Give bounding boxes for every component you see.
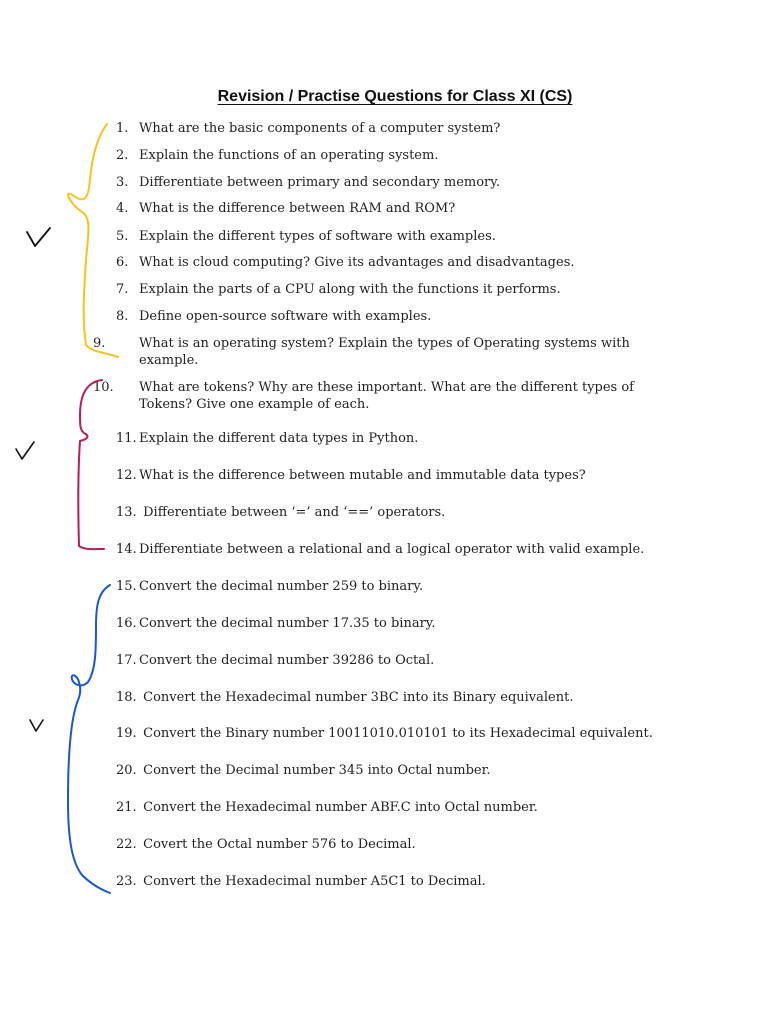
question-item	[116, 799, 656, 816]
question-item	[116, 254, 656, 271]
question-text: What are the basic components of a computer system?	[139, 121, 501, 136]
question-number: 10.	[93, 380, 114, 395]
question-text: Differentiate between primary and secondary memory.	[139, 175, 501, 190]
question-text: Convert the decimal number 39286 to Octal.	[139, 653, 435, 668]
question-item	[116, 689, 656, 706]
question-item	[93, 335, 659, 369]
yellow-bracket	[68, 124, 118, 357]
question-text: Explain the functions of an operating system.	[139, 148, 439, 163]
check-mark-icon	[27, 228, 50, 246]
question-item	[116, 147, 656, 164]
question-number: 8.	[116, 309, 129, 324]
check-mark-icon	[30, 720, 43, 731]
question-text: Differentiate between a relational and a logical operator with valid example.	[139, 542, 645, 557]
question-item	[116, 725, 656, 742]
question-text: Explain the different types of software with examples.	[139, 229, 496, 244]
question-item	[116, 652, 656, 669]
question-number: 5.	[116, 229, 129, 244]
question-number: 17.	[116, 653, 137, 668]
question-text: Differentiate between ‘=’ and ‘==’ operators.	[139, 505, 446, 520]
question-text: What is an operating system? Explain the types of Operating systems with example.	[139, 336, 630, 368]
question-item	[116, 467, 656, 484]
check-mark-icon	[16, 442, 34, 459]
question-number: 15.	[116, 579, 137, 594]
question-text: What is cloud computing? Give its advantages and disadvantages.	[139, 255, 575, 270]
question-number: 22.	[116, 837, 137, 852]
question-number: 13.	[116, 505, 137, 520]
magenta-bracket	[78, 380, 104, 549]
question-number: 4.	[116, 201, 129, 216]
question-number: 14.	[116, 542, 137, 557]
question-number: 3.	[116, 175, 129, 190]
question-item	[116, 430, 656, 447]
question-item	[116, 281, 656, 298]
question-number: 1.	[116, 121, 129, 136]
question-item	[93, 379, 664, 413]
question-text: Convert the Hexadecimal number A5C1 to Decimal.	[139, 874, 486, 889]
question-text: Convert the Hexadecimal number ABF.C into Octal number.	[139, 800, 538, 815]
question-item	[116, 541, 656, 558]
question-number: 21.	[116, 800, 137, 815]
question-text: What is the difference between mutable and immutable data types?	[139, 468, 586, 483]
question-number: 7.	[116, 282, 129, 297]
question-item	[116, 578, 656, 595]
blue-bracket	[68, 585, 110, 893]
question-item	[116, 836, 656, 853]
question-text: Convert the Binary number 10011010.010101 to its Hexadecimal equivalent.	[139, 726, 653, 741]
question-text: Convert the Decimal number 345 into Octal number.	[139, 763, 491, 778]
question-text: Covert the Octal number 576 to Decimal.	[139, 837, 416, 852]
question-text: Convert the decimal number 17.35 to binary.	[139, 616, 436, 631]
question-number: 6.	[116, 255, 129, 270]
question-number: 11.	[116, 431, 137, 446]
question-text: Explain the parts of a CPU along with the functions it performs.	[139, 282, 561, 297]
question-number: 2.	[116, 148, 129, 163]
question-number: 19.	[116, 726, 137, 741]
question-item	[116, 762, 656, 779]
question-text: What is the difference between RAM and ROM?	[139, 201, 456, 216]
question-number: 16.	[116, 616, 137, 631]
question-number: 9.	[93, 336, 106, 351]
question-number: 12.	[116, 468, 137, 483]
question-item	[116, 174, 656, 191]
question-item	[116, 615, 656, 632]
question-item	[116, 504, 656, 521]
question-item	[116, 308, 656, 325]
page-title: Revision / Practise Questions for Class XI (CS)	[217, 88, 573, 105]
question-text: Convert the Hexadecimal number 3BC into its Binary equivalent.	[139, 690, 574, 705]
question-text: Define open-source software with examples.	[139, 309, 432, 324]
question-item	[116, 200, 656, 217]
question-number: 20.	[116, 763, 137, 778]
question-text: Explain the different data types in Python.	[139, 431, 419, 446]
question-number: 23.	[116, 874, 137, 889]
question-item	[116, 228, 656, 245]
question-item	[116, 120, 656, 137]
question-text: What are tokens? Why are these important. What are the different types of Tokens? Give one example of each.	[139, 380, 634, 412]
question-number: 18.	[116, 690, 137, 705]
question-text: Convert the decimal number 259 to binary.	[139, 579, 424, 594]
question-item	[116, 873, 656, 890]
